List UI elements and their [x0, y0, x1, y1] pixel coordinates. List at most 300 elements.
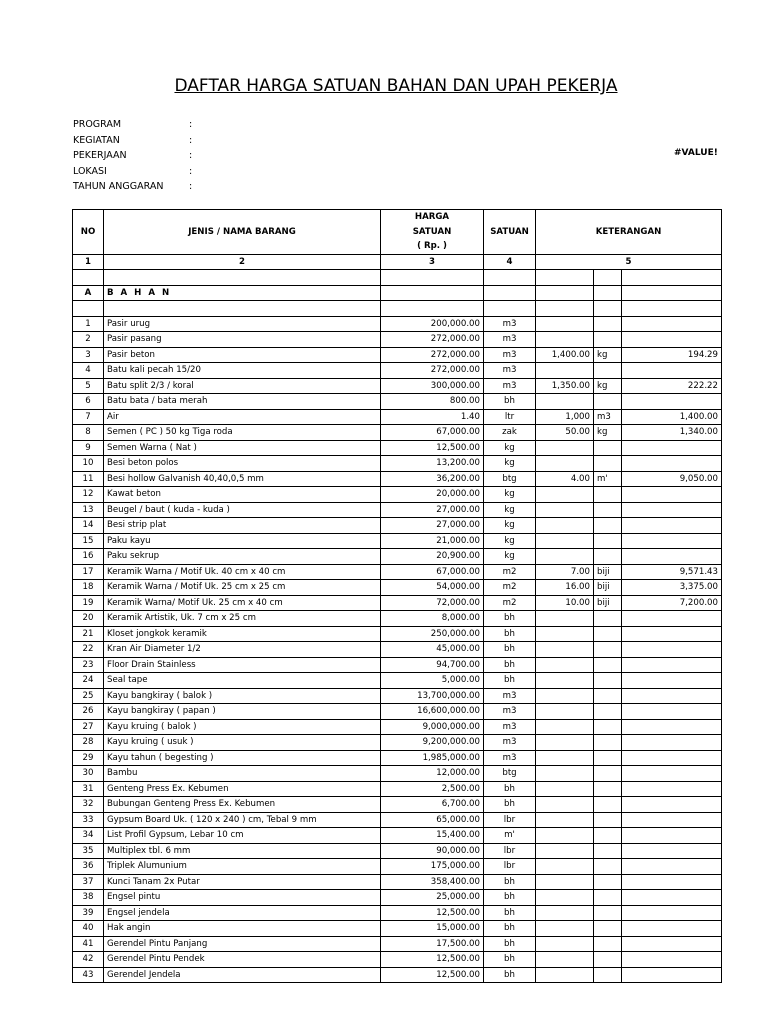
- cell-price: 250,000.00: [381, 626, 484, 642]
- header-no: NO: [73, 210, 104, 255]
- cell-conversion-qty: [536, 797, 594, 813]
- cell-no: 42: [73, 952, 104, 968]
- cell-name: Beugel / baut ( kuda - kuda ): [104, 502, 381, 518]
- header-price-line3: ( Rp. ): [417, 241, 447, 251]
- cell-name: Semen ( PC ) 50 kg Tiga roda: [104, 425, 381, 441]
- cell-price: 175,000.00: [381, 859, 484, 875]
- table-row: [73, 719, 722, 735]
- cell-unit: kg: [484, 533, 536, 549]
- table-row: [73, 456, 722, 472]
- page-title: DAFTAR HARGA SATUAN BAHAN DAN UPAH PEKERJA: [174, 76, 618, 96]
- cell-conversion-value: 194.29: [622, 347, 722, 363]
- cell-price: 272,000.00: [381, 347, 484, 363]
- cell-price: 13,200.00: [381, 456, 484, 472]
- cell-conversion-unit: [594, 874, 622, 890]
- cell-conversion-value: 9,050.00: [622, 471, 722, 487]
- meta-row-pekerjaan: [73, 148, 199, 164]
- table-row: [73, 967, 722, 983]
- table-row: [73, 921, 722, 937]
- cell-unit: m3: [484, 347, 536, 363]
- cell-conversion-qty: [536, 487, 594, 503]
- cell-price: 72,000.00: [381, 595, 484, 611]
- cell-unit: m3: [484, 719, 536, 735]
- cell-conversion-value: [622, 518, 722, 534]
- cell-conversion-unit: m3: [594, 409, 622, 425]
- cell-conversion-value: [622, 952, 722, 968]
- cell-no: 27: [73, 719, 104, 735]
- table-row: [73, 394, 722, 410]
- cell-name: List Profil Gypsum, Lebar 10 cm: [104, 828, 381, 844]
- header-price: [381, 210, 484, 255]
- cell-name: Kunci Tanam 2x Putar: [104, 874, 381, 890]
- cell-no: 2: [73, 332, 104, 348]
- cell-conversion-qty: [536, 456, 594, 472]
- cell-conversion-value: [622, 905, 722, 921]
- cell-no: 34: [73, 828, 104, 844]
- cell-price: 1.40: [381, 409, 484, 425]
- cell-price: 20,000.00: [381, 487, 484, 503]
- meta-row-kegiatan: [73, 133, 199, 149]
- cell-unit: bh: [484, 967, 536, 983]
- cell-conversion-qty: [536, 316, 594, 332]
- cell-no: 13: [73, 502, 104, 518]
- table-row: [73, 378, 722, 394]
- cell-unit: bh: [484, 797, 536, 813]
- cell-unit: m3: [484, 735, 536, 751]
- cell-unit: m2: [484, 580, 536, 596]
- cell-conversion-unit: [594, 812, 622, 828]
- cell-conversion-qty: [536, 781, 594, 797]
- cell-no: 31: [73, 781, 104, 797]
- meta-row-lokasi: [73, 164, 199, 180]
- cell-unit: zak: [484, 425, 536, 441]
- cell-conversion-value: [622, 812, 722, 828]
- cell-price: 65,000.00: [381, 812, 484, 828]
- cell-conversion-value: [622, 719, 722, 735]
- cell-conversion-unit: [594, 735, 622, 751]
- cell-conversion-qty: [536, 905, 594, 921]
- meta-label: PROGRAM: [73, 119, 122, 130]
- cell-conversion-qty: [536, 828, 594, 844]
- cell-name: Engsel pintu: [104, 890, 381, 906]
- cell-conversion-qty: [536, 766, 594, 782]
- cell-conversion-unit: [594, 533, 622, 549]
- cell-no: 33: [73, 812, 104, 828]
- cell-no: 17: [73, 564, 104, 580]
- cell-price: 25,000.00: [381, 890, 484, 906]
- cell-conversion-qty: [536, 518, 594, 534]
- header-note: KETERANGAN: [536, 210, 722, 255]
- cell-conversion-qty: [536, 921, 594, 937]
- cell-price: 54,000.00: [381, 580, 484, 596]
- section-code: A: [73, 285, 104, 301]
- cell-price: 12,500.00: [381, 967, 484, 983]
- column-number-row: [73, 254, 722, 270]
- header-price-line2: SATUAN: [412, 226, 452, 237]
- cell-price: 15,000.00: [381, 921, 484, 937]
- cell-name: Besi strip plat: [104, 518, 381, 534]
- cell-conversion-unit: [594, 549, 622, 565]
- cell-conversion-value: [622, 843, 722, 859]
- table-row: [73, 580, 722, 596]
- cell-no: 40: [73, 921, 104, 937]
- table-row: [73, 316, 722, 332]
- cell-conversion-value: [622, 797, 722, 813]
- cell-price: 1,985,000.00: [381, 750, 484, 766]
- cell-no: 12: [73, 487, 104, 503]
- cell-conversion-unit: [594, 456, 622, 472]
- cell-conversion-qty: [536, 688, 594, 704]
- cell-unit: kg: [484, 487, 536, 503]
- cell-no: 38: [73, 890, 104, 906]
- cell-conversion-qty: [536, 859, 594, 875]
- cell-conversion-unit: [594, 828, 622, 844]
- cell-price: 12,500.00: [381, 952, 484, 968]
- cell-conversion-qty: [536, 363, 594, 379]
- cell-no: 8: [73, 425, 104, 441]
- table-row: [73, 797, 722, 813]
- cell-unit: m3: [484, 688, 536, 704]
- spacer-row: [73, 301, 722, 317]
- meta-colon: :: [189, 150, 193, 161]
- table-row: [73, 487, 722, 503]
- table-row: [73, 750, 722, 766]
- table-row: [73, 952, 722, 968]
- cell-price: 358,400.00: [381, 874, 484, 890]
- cell-conversion-unit: [594, 394, 622, 410]
- table-row: [73, 425, 722, 441]
- cell-conversion-unit: biji: [594, 595, 622, 611]
- cell-no: 37: [73, 874, 104, 890]
- cell-price: 300,000.00: [381, 378, 484, 394]
- cell-no: 21: [73, 626, 104, 642]
- cell-no: 11: [73, 471, 104, 487]
- cell-conversion-unit: [594, 750, 622, 766]
- cell-unit: btg: [484, 766, 536, 782]
- cell-name: Kayu bangkiray ( papan ): [104, 704, 381, 720]
- cell-conversion-qty: [536, 952, 594, 968]
- table-row: [73, 564, 722, 580]
- cell-conversion-value: [622, 766, 722, 782]
- table-row: [73, 936, 722, 952]
- table-row: [73, 812, 722, 828]
- cell-conversion-qty: [536, 332, 594, 348]
- cell-name: Kayu kruing ( balok ): [104, 719, 381, 735]
- cell-name: Pasir beton: [104, 347, 381, 363]
- cell-conversion-qty: [536, 642, 594, 658]
- cell-conversion-value: [622, 487, 722, 503]
- cell-unit: kg: [484, 440, 536, 456]
- cell-conversion-unit: [594, 611, 622, 627]
- cell-price: 27,000.00: [381, 518, 484, 534]
- cell-conversion-value: [622, 859, 722, 875]
- cell-conversion-qty: [536, 673, 594, 689]
- cell-conversion-unit: [594, 657, 622, 673]
- cell-price: 21,000.00: [381, 533, 484, 549]
- colnum: 2: [104, 254, 381, 270]
- cell-conversion-unit: biji: [594, 564, 622, 580]
- cell-conversion-value: [622, 673, 722, 689]
- cell-unit: bh: [484, 905, 536, 921]
- cell-no: 20: [73, 611, 104, 627]
- cell-no: 9: [73, 440, 104, 456]
- cell-price: 94,700.00: [381, 657, 484, 673]
- cell-price: 90,000.00: [381, 843, 484, 859]
- cell-conversion-qty: [536, 936, 594, 952]
- cell-conversion-unit: [594, 642, 622, 658]
- cell-unit: bh: [484, 874, 536, 890]
- cell-conversion-value: [622, 890, 722, 906]
- cell-name: Genteng Press Ex. Kebumen: [104, 781, 381, 797]
- cell-name: Gerendel Pintu Pendek: [104, 952, 381, 968]
- cell-name: Bambu: [104, 766, 381, 782]
- table-row: [73, 611, 722, 627]
- cell-unit: m': [484, 828, 536, 844]
- cell-conversion-qty: [536, 704, 594, 720]
- cell-name: Hak angin: [104, 921, 381, 937]
- cell-conversion-unit: [594, 440, 622, 456]
- cell-conversion-qty: [536, 502, 594, 518]
- cell-conversion-qty: [536, 533, 594, 549]
- cell-conversion-qty: [536, 626, 594, 642]
- cell-name: Batu bata / bata merah: [104, 394, 381, 410]
- cell-conversion-unit: [594, 936, 622, 952]
- cell-conversion-value: 7,200.00: [622, 595, 722, 611]
- cell-unit: lbr: [484, 812, 536, 828]
- meta-label: TAHUN ANGGARAN: [73, 181, 164, 192]
- cell-name: Besi beton polos: [104, 456, 381, 472]
- cell-unit: lbr: [484, 859, 536, 875]
- cell-conversion-value: [622, 363, 722, 379]
- cell-conversion-value: [622, 611, 722, 627]
- cell-conversion-value: [622, 936, 722, 952]
- cell-unit: bh: [484, 921, 536, 937]
- table-row: [73, 704, 722, 720]
- cell-no: 43: [73, 967, 104, 983]
- cell-no: 26: [73, 704, 104, 720]
- cell-no: 1: [73, 316, 104, 332]
- cell-no: 23: [73, 657, 104, 673]
- cell-price: 2,500.00: [381, 781, 484, 797]
- cell-name: Kloset jongkok keramik: [104, 626, 381, 642]
- meta-colon: :: [189, 134, 193, 146]
- cell-unit: m3: [484, 363, 536, 379]
- meta-label: LOKASI: [73, 165, 107, 177]
- cell-no: 4: [73, 363, 104, 379]
- cell-conversion-unit: [594, 626, 622, 642]
- table-row: [73, 688, 722, 704]
- cell-conversion-unit: m': [594, 471, 622, 487]
- cell-unit: bh: [484, 936, 536, 952]
- table-row: [73, 781, 722, 797]
- cell-conversion-qty: [536, 719, 594, 735]
- cell-price: 8,000.00: [381, 611, 484, 627]
- cell-conversion-value: [622, 688, 722, 704]
- cell-price: 272,000.00: [381, 332, 484, 348]
- cell-price: 6,700.00: [381, 797, 484, 813]
- cell-conversion-value: [622, 502, 722, 518]
- cell-conversion-value: [622, 642, 722, 658]
- table-row: [73, 905, 722, 921]
- cell-conversion-value: 1,340.00: [622, 425, 722, 441]
- cell-unit: m3: [484, 316, 536, 332]
- cell-conversion-unit: kg: [594, 378, 622, 394]
- cell-price: 9,000,000.00: [381, 719, 484, 735]
- cell-conversion-value: 9,571.43: [622, 564, 722, 580]
- cell-no: 5: [73, 378, 104, 394]
- table-row: [73, 502, 722, 518]
- cell-conversion-unit: [594, 921, 622, 937]
- table-header-row: [73, 210, 722, 255]
- cell-name: Seal tape: [104, 673, 381, 689]
- cell-conversion-qty: [536, 657, 594, 673]
- cell-conversion-value: [622, 440, 722, 456]
- cell-conversion-unit: [594, 766, 622, 782]
- cell-price: 36,200.00: [381, 471, 484, 487]
- cell-price: 272,000.00: [381, 363, 484, 379]
- cell-conversion-qty: [536, 750, 594, 766]
- cell-unit: lbr: [484, 843, 536, 859]
- cell-unit: m3: [484, 332, 536, 348]
- cell-conversion-unit: [594, 363, 622, 379]
- header-price-line1: HARGA: [414, 212, 450, 222]
- cell-conversion-value: [622, 332, 722, 348]
- cell-name: Kayu bangkiray ( balok ): [104, 688, 381, 704]
- cell-price: 67,000.00: [381, 564, 484, 580]
- cell-price: 15,400.00: [381, 828, 484, 844]
- cell-conversion-unit: [594, 797, 622, 813]
- cell-conversion-unit: [594, 332, 622, 348]
- cell-conversion-unit: biji: [594, 580, 622, 596]
- cell-name: Kayu kruing ( usuk ): [104, 735, 381, 751]
- cell-unit: kg: [484, 549, 536, 565]
- cell-unit: bh: [484, 673, 536, 689]
- cell-conversion-value: 1,400.00: [622, 409, 722, 425]
- cell-conversion-unit: [594, 719, 622, 735]
- cell-no: 24: [73, 673, 104, 689]
- table-row: [73, 595, 722, 611]
- cell-conversion-qty: [536, 735, 594, 751]
- cell-price: 12,500.00: [381, 440, 484, 456]
- table-row: [73, 440, 722, 456]
- meta-colon: :: [189, 181, 193, 192]
- cell-conversion-qty: 1,350.00: [536, 378, 594, 394]
- cell-name: Triplek Alumunium: [104, 859, 381, 875]
- cell-name: Keramik Artistik, Uk. 7 cm x 25 cm: [104, 611, 381, 627]
- cell-conversion-value: 3,375.00: [622, 580, 722, 596]
- cell-price: 17,500.00: [381, 936, 484, 952]
- cell-conversion-unit: [594, 688, 622, 704]
- cell-conversion-value: [622, 549, 722, 565]
- meta-label: KEGIATAN: [73, 134, 120, 146]
- cell-conversion-value: [622, 626, 722, 642]
- cell-conversion-unit: [594, 502, 622, 518]
- header-unit: SATUAN: [484, 210, 536, 255]
- cell-no: 7: [73, 409, 104, 425]
- colnum: 4: [484, 254, 536, 270]
- meta-row-program: [73, 117, 199, 133]
- header-name: JENIS / NAMA BARANG: [104, 210, 381, 255]
- cell-price: 16,600,000.00: [381, 704, 484, 720]
- meta-row-tahun-anggaran: [73, 179, 199, 195]
- table-row: [73, 766, 722, 782]
- cell-unit: btg: [484, 471, 536, 487]
- section-row: [73, 285, 722, 301]
- meta-block: [73, 117, 199, 195]
- cell-unit: bh: [484, 657, 536, 673]
- table-row: [73, 409, 722, 425]
- cell-no: 16: [73, 549, 104, 565]
- cell-unit: bh: [484, 611, 536, 627]
- cell-name: Paku sekrup: [104, 549, 381, 565]
- cell-price: 800.00: [381, 394, 484, 410]
- table-row: [73, 828, 722, 844]
- cell-price: 9,200,000.00: [381, 735, 484, 751]
- cell-no: 36: [73, 859, 104, 875]
- cell-price: 45,000.00: [381, 642, 484, 658]
- table-row: [73, 518, 722, 534]
- cell-unit: m3: [484, 378, 536, 394]
- cell-unit: kg: [484, 518, 536, 534]
- cell-unit: m2: [484, 595, 536, 611]
- cell-conversion-value: [622, 533, 722, 549]
- cell-name: Keramik Warna / Motif Uk. 25 cm x 25 cm: [104, 580, 381, 596]
- cell-conversion-value: 222.22: [622, 378, 722, 394]
- cell-name: Gerendel Pintu Panjang: [104, 936, 381, 952]
- cell-unit: bh: [484, 626, 536, 642]
- cell-conversion-unit: [594, 905, 622, 921]
- cell-unit: m3: [484, 704, 536, 720]
- cell-price: 13,700,000.00: [381, 688, 484, 704]
- section-label: B A H A N: [104, 285, 381, 301]
- cell-name: Bubungan Genteng Press Ex. Kebumen: [104, 797, 381, 813]
- table-row: [73, 363, 722, 379]
- cell-conversion-value: [622, 704, 722, 720]
- cell-name: Gerendel Jendela: [104, 967, 381, 983]
- cell-conversion-qty: [536, 549, 594, 565]
- table-row: [73, 859, 722, 875]
- cell-unit: m2: [484, 564, 536, 580]
- cell-name: Besi hollow Galvanish 40,40,0,5 mm: [104, 471, 381, 487]
- cell-no: 3: [73, 347, 104, 363]
- cell-price: 12,500.00: [381, 905, 484, 921]
- cell-no: 39: [73, 905, 104, 921]
- cell-conversion-qty: [536, 874, 594, 890]
- cell-no: 22: [73, 642, 104, 658]
- cell-name: Engsel jendela: [104, 905, 381, 921]
- table-row: [73, 843, 722, 859]
- cell-name: Multiplex tbl. 6 mm: [104, 843, 381, 859]
- spacer-row: [73, 270, 722, 286]
- cell-conversion-unit: [594, 967, 622, 983]
- cell-conversion-value: [622, 735, 722, 751]
- cell-name: Kawat beton: [104, 487, 381, 503]
- cell-conversion-qty: 7.00: [536, 564, 594, 580]
- cell-unit: kg: [484, 456, 536, 472]
- cell-unit: bh: [484, 642, 536, 658]
- cell-no: 30: [73, 766, 104, 782]
- cell-conversion-qty: [536, 967, 594, 983]
- cell-conversion-value: [622, 456, 722, 472]
- cell-conversion-unit: [594, 952, 622, 968]
- cell-conversion-value: [622, 874, 722, 890]
- meta-colon: :: [189, 119, 193, 130]
- cell-no: 14: [73, 518, 104, 534]
- cell-conversion-value: [622, 657, 722, 673]
- table-row: [73, 332, 722, 348]
- colnum: 1: [73, 254, 104, 270]
- cell-name: Kran Air Diameter 1/2: [104, 642, 381, 658]
